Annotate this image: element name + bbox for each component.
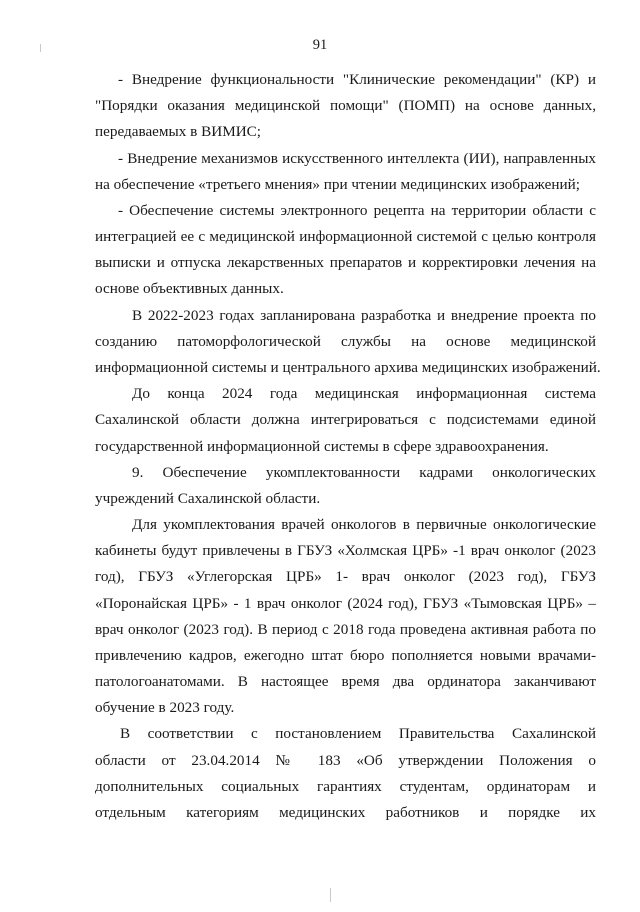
text-line: «Поронайская ЦРБ» - 1 врач онколог (2024 год), ГБУЗ «Тымовская ЦРБ» –	[95, 595, 596, 612]
text-line: Для укомплектования врачей онкологов в первичные онкологические	[132, 516, 596, 533]
section-heading: учреждений Сахалинской области.	[95, 490, 321, 507]
text-line: передаваемых в ВИМИС;	[95, 123, 262, 140]
text-line: области от 23.04.2014 № 183 «Об утверждении Положения о	[95, 752, 596, 769]
text-line: До конца 2024 года медицинская информационная система	[132, 385, 596, 402]
text-line: Сахалинской области должна интегрироваться с подсистемами единой	[95, 411, 596, 428]
text-line: дополнительных социальных гарантиях студентам, ординаторам и	[95, 778, 596, 795]
text-line: В 2022-2023 годах запланирована разработка и внедрение проекта по	[132, 307, 596, 324]
text-line: на обеспечение «третьего мнения» при чтении медицинских изображений;	[95, 176, 580, 193]
scan-mark	[330, 888, 331, 902]
text-line: врач онколог (2023 год). В период с 2018 года проведена активная работа по	[95, 621, 596, 638]
section-heading: 9. Обеспечение укомплектованности кадрами онкологических	[132, 464, 596, 481]
text-line: отдельным категориям медицинских работников и порядке их	[95, 804, 596, 821]
text-line: привлечению кадров, ежегодно штат бюро пополняется новыми врачами-	[95, 647, 596, 664]
text-line: - Обеспечение системы электронного рецепта на территории области с	[118, 202, 596, 219]
text-line: В соответствии с постановлением Правительства Сахалинской	[120, 725, 596, 742]
text-line: выписки и отпуска лекарственных препаратов и корректировки лечения на	[95, 254, 596, 271]
text-line: кабинеты будут привлечены в ГБУЗ «Холмская ЦРБ» -1 врач онколог (2023	[95, 542, 596, 559]
page-number: 91	[312, 37, 328, 53]
text-line: патологоанатомами. В настоящее время два ординатора заканчивают	[95, 673, 596, 690]
text-line: год), ГБУЗ «Углегорская ЦРБ» 1- врач онколог (2023 год), ГБУЗ	[95, 568, 596, 585]
text-line: - Внедрение механизмов искусственного интеллекта (ИИ), направленных	[118, 150, 596, 167]
text-line: основе объективных данных.	[95, 280, 284, 297]
text-line: государственной информационной системы в сфере здравоохранения.	[95, 438, 549, 455]
text-line: интеграцией ее с медицинской информационной системой с целью контроля	[95, 228, 596, 245]
text-line: созданию патоморфологической службы на основе медицинской	[95, 333, 596, 350]
scan-mark	[40, 44, 41, 52]
text-line: "Порядки оказания медицинской помощи" (ПОМП) на основе данных,	[95, 97, 596, 114]
text-line: обучение в 2023 году.	[95, 699, 235, 716]
text-line: - Внедрение функциональности "Клинические рекомендации" (КР) и	[118, 71, 596, 88]
text-line: информационной системы и центрального архива медицинских изображений.	[95, 359, 601, 376]
